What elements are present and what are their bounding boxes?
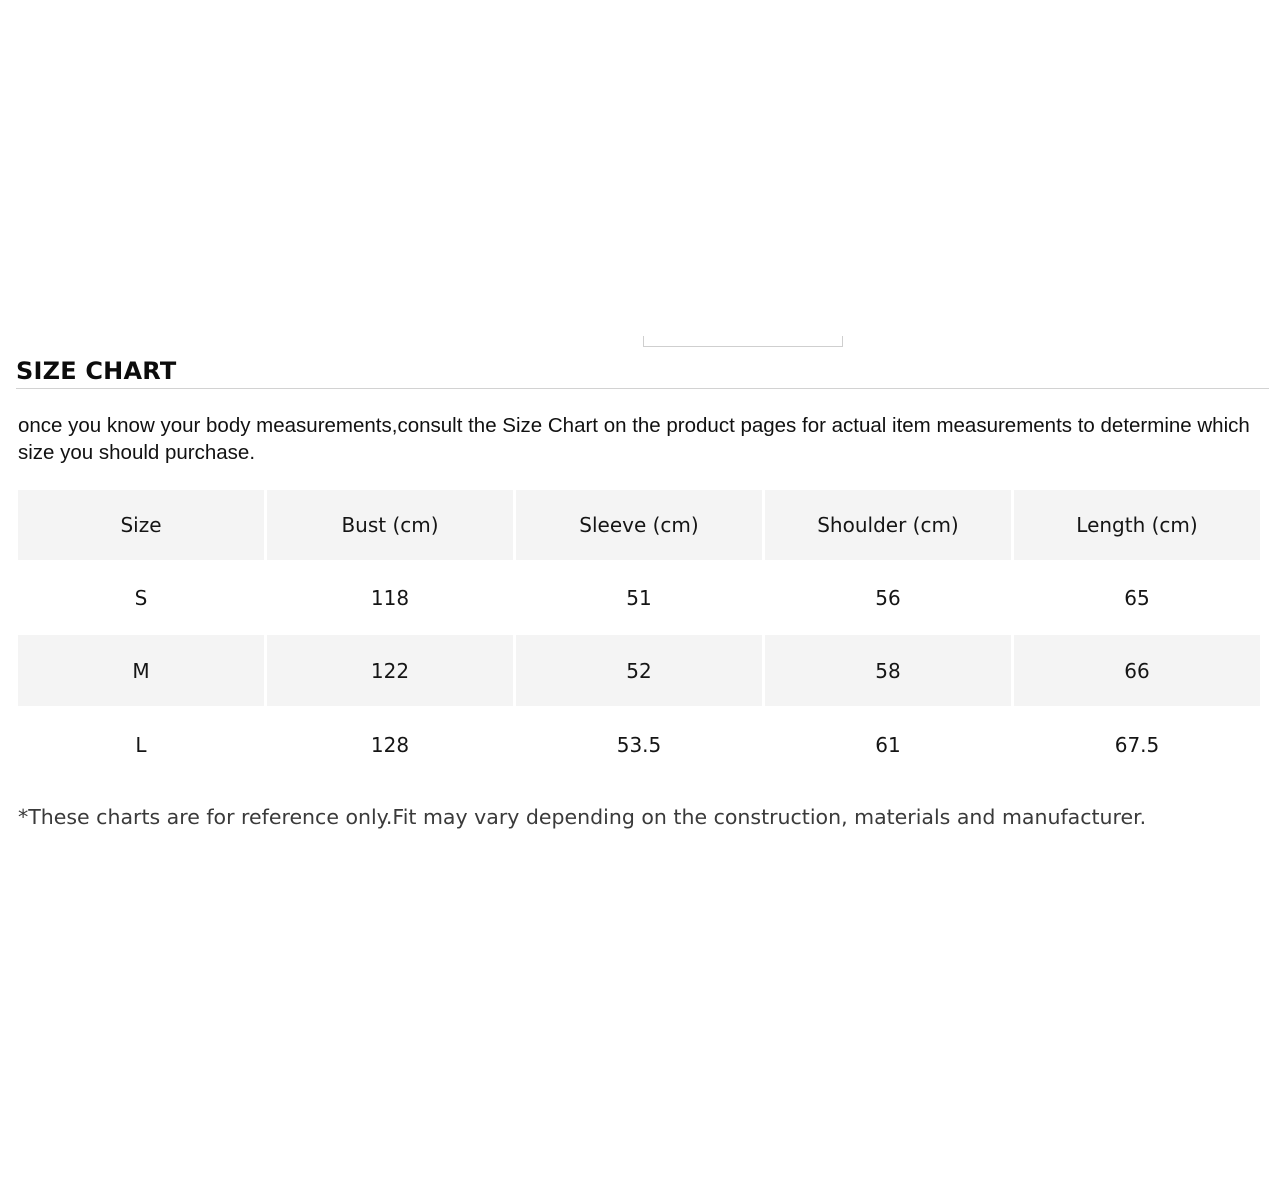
tab-outline xyxy=(643,336,843,347)
cell-sleeve: 52 xyxy=(516,635,762,706)
header-shoulder: Shoulder (cm) xyxy=(765,490,1011,560)
header-length: Length (cm) xyxy=(1014,490,1260,560)
cell-sleeve: 51 xyxy=(516,560,762,635)
size-chart-table xyxy=(15,490,1263,783)
reference-footnote: *These charts are for reference only.Fit may vary depending on the construction, materials and manufacturer. xyxy=(18,805,1147,829)
header-bust: Bust (cm) xyxy=(267,490,513,560)
cell-sleeve: 53.5 xyxy=(516,706,762,783)
table-row xyxy=(18,635,1260,706)
title-divider xyxy=(16,388,1269,389)
cell-bust: 118 xyxy=(267,560,513,635)
cell-shoulder: 61 xyxy=(765,706,1011,783)
cell-bust: 122 xyxy=(267,635,513,706)
cell-length: 66 xyxy=(1014,635,1260,706)
table-row xyxy=(18,706,1260,783)
table-header-row xyxy=(18,490,1260,560)
cell-shoulder: 58 xyxy=(765,635,1011,706)
header-sleeve: Sleeve (cm) xyxy=(516,490,762,560)
cell-bust: 128 xyxy=(267,706,513,783)
cell-size: S xyxy=(18,560,264,635)
cell-size: M xyxy=(18,635,264,706)
table-row xyxy=(18,560,1260,635)
section-title: SIZE CHART xyxy=(16,357,177,385)
cell-length: 67.5 xyxy=(1014,706,1260,783)
cell-shoulder: 56 xyxy=(765,560,1011,635)
intro-text: once you know your body measurements,consult the Size Chart on the product pages for actual item measurements to determine which size you should purchase. xyxy=(18,414,1250,464)
header-size: Size xyxy=(18,490,264,560)
cell-size: L xyxy=(18,706,264,783)
cell-length: 65 xyxy=(1014,560,1260,635)
